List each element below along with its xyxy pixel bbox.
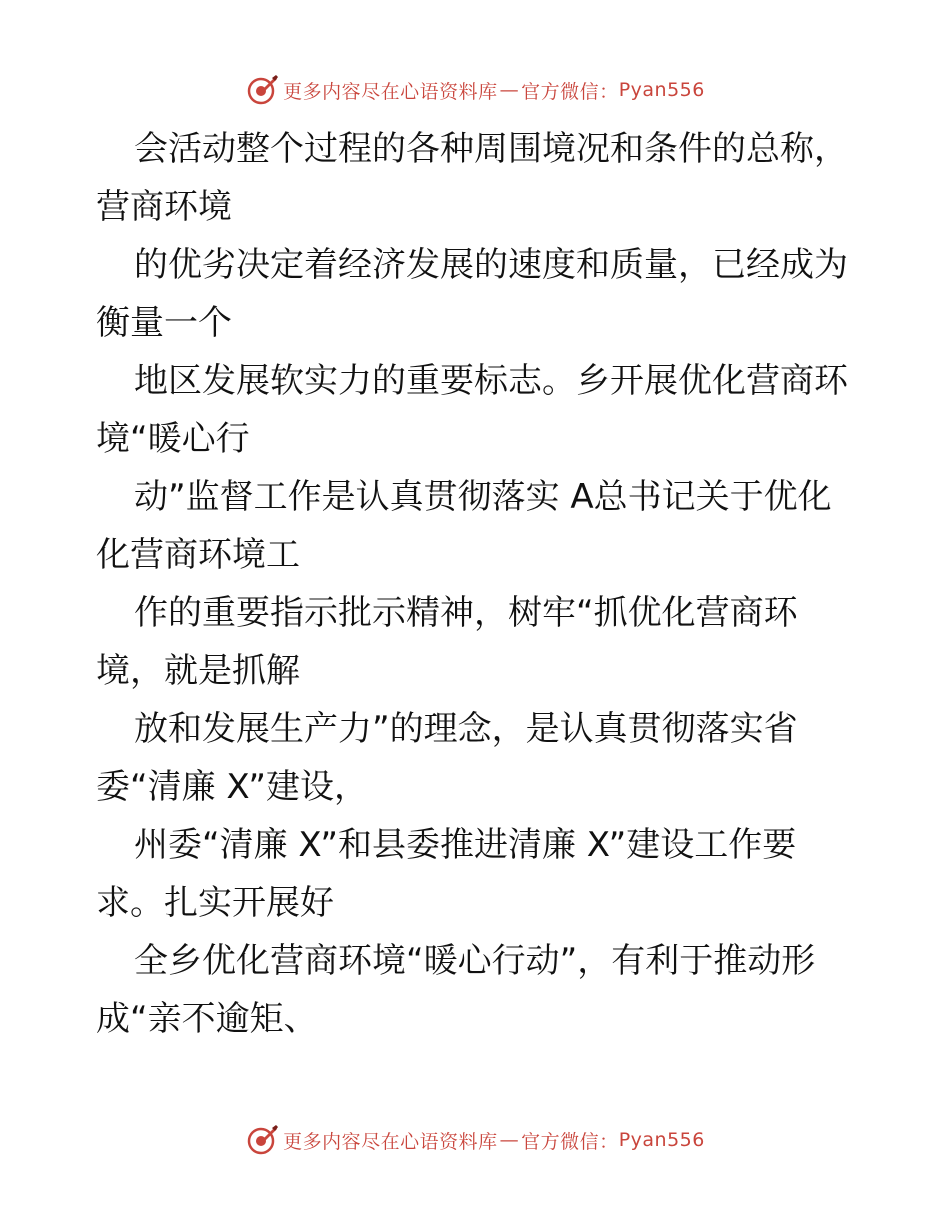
- paragraph-line: 作的重要指示批示精神，树牢“抓优化营商环: [134, 593, 798, 633]
- quill-logo-icon: [245, 73, 279, 107]
- banner-text: 更多内容尽在心语资料库: [283, 80, 498, 103]
- paragraph-line: 全乡优化营商环境“暖心行动”，有利于推动形: [134, 941, 816, 981]
- banner-separator: —: [499, 1129, 520, 1151]
- paragraph: [96, 236, 866, 352]
- paragraph-line: 营商环境: [96, 187, 232, 227]
- paragraph-line: 地区发展软实力的重要标志。乡开展优化营商环: [134, 361, 848, 401]
- banner-separator: —: [499, 79, 520, 101]
- banner-wechat-label: 官方微信：: [521, 80, 619, 103]
- paragraph-line: 放和发展生产力”的理念，是认真贯彻落实省: [134, 709, 798, 749]
- paragraph-line: 求。扎实开展好: [96, 883, 334, 923]
- banner-wechat-id: Pyan556: [618, 1129, 705, 1151]
- paragraph: [96, 932, 866, 1048]
- paragraph: [96, 468, 866, 584]
- paragraph-line: 衡量一个: [96, 303, 232, 343]
- paragraph-line: 会活动整个过程的各种周围境况和条件的总称，: [134, 129, 848, 169]
- paragraph: [96, 120, 866, 236]
- paragraph-line: 境“暖心行: [96, 419, 250, 459]
- header-watermark-banner: [0, 70, 950, 110]
- paragraph-line: 委“清廉 X”建设，: [96, 767, 368, 807]
- paragraph-line: 成“亲不逾矩、: [96, 999, 318, 1039]
- paragraph: [96, 352, 866, 468]
- paragraph-line: 的优劣决定着经济发展的速度和质量，已经成为: [134, 245, 848, 285]
- document-body: [96, 120, 866, 1048]
- paragraph-line: 化营商环境工: [96, 535, 300, 575]
- paragraph-line: 境，就是抓解: [96, 651, 300, 691]
- paragraph-line: 州委“清廉 X”和县委推进清廉 X”建设工作要: [134, 825, 797, 865]
- paragraph: [96, 816, 866, 932]
- banner-wechat-label: 官方微信：: [521, 1130, 619, 1153]
- quill-logo-icon: [245, 1123, 279, 1157]
- banner-wechat-id: Pyan556: [618, 79, 705, 101]
- paragraph: [96, 700, 866, 816]
- banner-text: 更多内容尽在心语资料库: [283, 1130, 498, 1153]
- paragraph: [96, 584, 866, 700]
- footer-watermark-banner: [0, 1120, 950, 1160]
- paragraph-line: 动”监督工作是认真贯彻落实 A总书记关于优化: [134, 477, 832, 517]
